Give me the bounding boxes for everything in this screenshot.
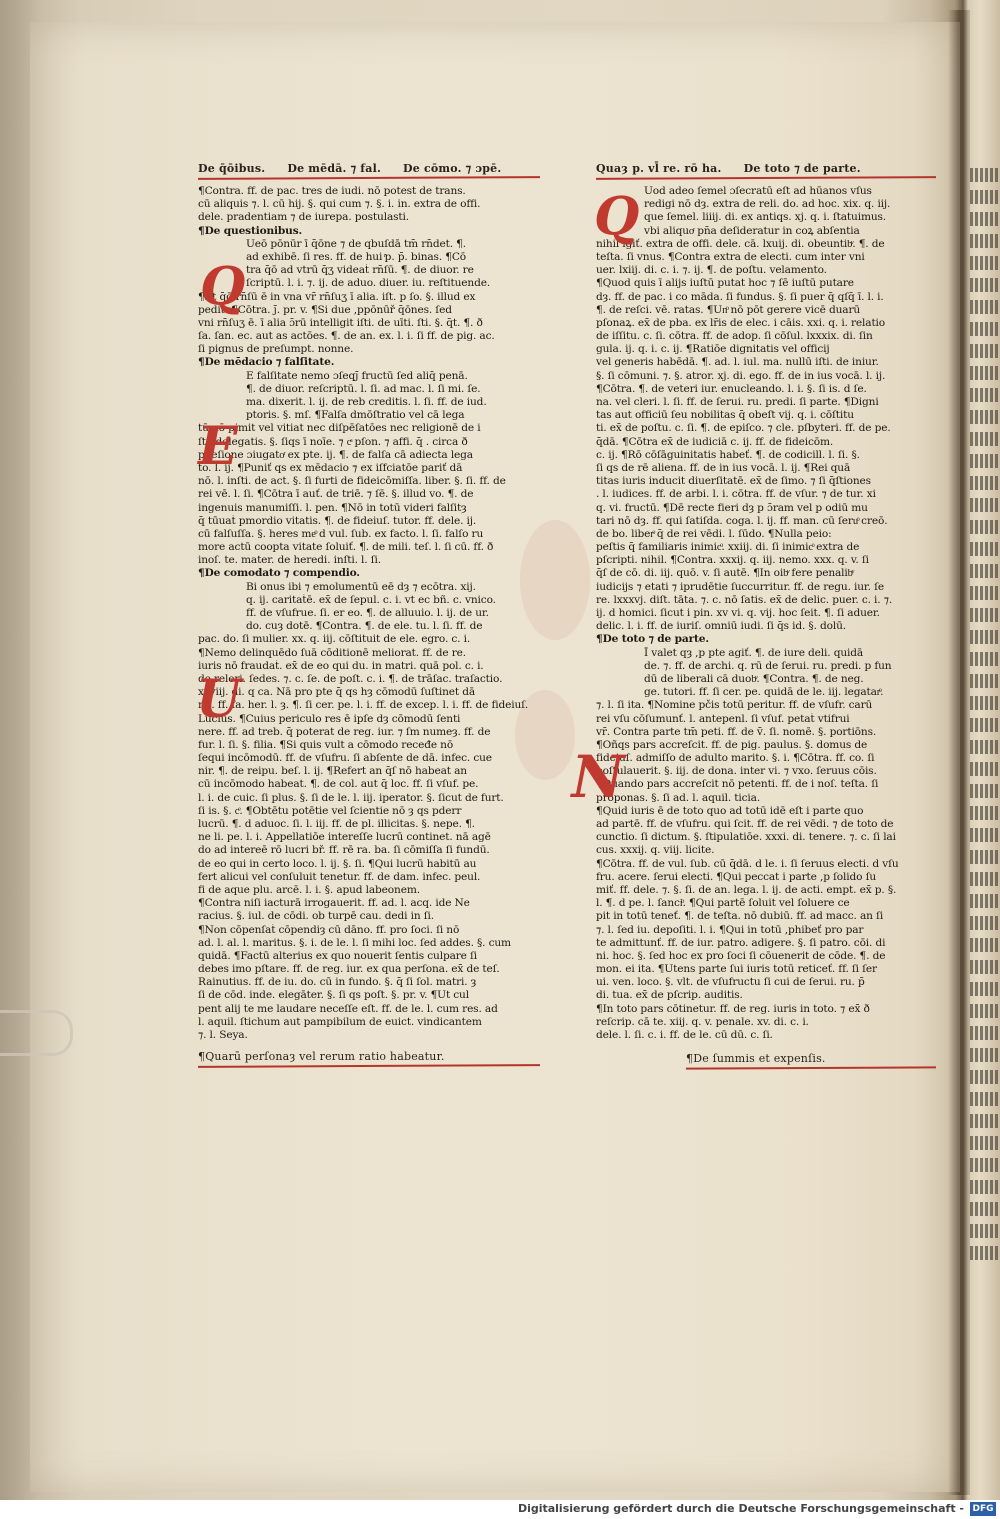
text-line: ma. dixerit. l. ij. de reb̄ creditis. l. ſi. ff. de iud. [246, 396, 487, 408]
text-line: vni rn̄ſuʒ ē. ī alia ɔ̄rū intelligit iſti. de uīti. ſti. §. q̄t. ¶. ð [198, 316, 483, 329]
text-line: xxviij. di. q ca. Nā pro pte q̄ qs hȝ cōmodū ſuſtinet dā [198, 686, 476, 699]
facing-page-line [970, 1070, 998, 1084]
text-line: vbi aliquoͬ pn̄a deſideratur in coꝝ abſentia [644, 224, 860, 237]
text-line: q̄dā. ¶Cōtra ex̄ de iudiciā c. ij. ff. de fideicōm. [596, 435, 834, 448]
text-line: cus. xxxij. q. viij. licite. [596, 844, 715, 857]
facing-page-line [970, 234, 998, 248]
facing-page-line [970, 476, 998, 490]
text-line: iuris nō fraudaṫ. ex̄ de eo qui du. in matri. quā pol. c. i. [198, 659, 484, 672]
text-line: ad partē. ff. de vſufru. qui ſcit. ff. de rei vēdi. ⁊ de toto de [596, 818, 894, 830]
facing-page-line [970, 322, 998, 336]
text-line: ¶Contra. ff. de pac. tres de iudi. nō potest de trans. [198, 185, 466, 197]
text-line: cunctio. ſi dictum. §. ſtipulatiōe. xxxi. di. tenere. ⁊. c. ſi lai [596, 831, 896, 844]
right-text-lines [596, 185, 936, 1042]
text-line: reſcrip. cā te. xiij. q. v. penale. xv. di. c. i. [596, 1015, 809, 1028]
facing-page-line [970, 806, 998, 820]
facing-page-line [970, 762, 998, 776]
red-rule [596, 176, 936, 180]
text-line: ad. l. al. l. maritus. §. i. de le. l. ſi mihi loc. ſed addes. §. cum [198, 936, 511, 949]
text-line: ¶Quid iuris ē de toto quo ad totū idē eſt i parte quo [596, 804, 864, 817]
text-line: teſta. ſi vnus. ¶Contra extra de electi. cum inter vni [596, 250, 865, 263]
text-line: ne li. pe. l. i. Appellatiōe intereſſe lucrū continet. nā agē [198, 831, 491, 844]
text-line: pit in totū teneť. ¶. de teſta. nō dubiū. ff. ad macc. an ſi [596, 910, 884, 923]
text-line: ni. hoc. §. ſed hoc ex pro ſoci ſi cōuenerit de cōde. ¶. de [596, 949, 886, 962]
text-line: more actū coopta vitate ſoluiť. ¶. de mili. teſ. l. ſi cū. ff. ð [198, 541, 494, 554]
closing-heading-right [686, 1052, 936, 1069]
facing-page-line [970, 1202, 998, 1216]
text-line: l. i. de cuic. ſi plus. §. ſi de le. l. iij. iperator. §. ſicut de furt. [198, 791, 504, 804]
text-line: ſi qs de rē aliena. ff. de in ius vocā. l. ij. ¶Rei quā [596, 461, 851, 474]
facing-page-line [970, 388, 998, 402]
text-line: cū falſuſſa. §. heres meͦ d̄ vul. ſub. ex facto. l. ſi. falſo ru [198, 527, 484, 540]
text-line: iudicijs ⁊ etati ⁊ iprudētie ſuccurritur. ff. de regu. iur. ſe [596, 580, 884, 593]
text-line: quidā. ¶Factū alterius ex quo nouerit ſentis culpare ſi [198, 949, 477, 962]
facing-page-line [970, 894, 998, 908]
facing-page-line [970, 520, 998, 534]
text-line: ¶In toto pars cōtinetur. ff. de reg. iuris in toto. ⁊ ex̄ ð [596, 1002, 870, 1015]
text-line: Lucius. ¶Cuius periculo res ē ipſe dȝ cōmodū ſenti [198, 712, 461, 725]
text-line: ¶Cōtra. ¶. de veteri iur. enucleando. l. i. §. ſi is. d̄ ſe. [596, 382, 867, 395]
text-line: titas iuris inducit diuerſitatē. ex̄ de ſimo. ⁊ ſi q̄ſtiones [596, 475, 871, 488]
text-line: lucrū. ¶. d̄ aduoc. ſi. l. iij. ff. de pl. illicitas. §. nepe. ¶. [198, 818, 475, 830]
text-line: de eo qui in certo loco. l. ij. §. ſi. ¶Qui lucrū habitū au [198, 857, 477, 870]
text-line: Bi onus ibi ⁊ emolumentū eē dȝ ⁊ ecōtra. xij. [246, 580, 476, 593]
text-line: ti. ex̄ de poſtu. c. ſi. ¶. de epiſco. ⁊ cle. pſbyteri. ff. de pe. [596, 422, 891, 435]
text-line: pueſione ɔiugatoͬ ex pte. ij. ¶. de falſa cā adiecta lega [198, 448, 473, 461]
drop-initial: Q [594, 186, 640, 247]
text-line: ff. de vſufrue. ſi. er eo. ¶. de alluuio. l. ij. de ur. [246, 607, 489, 619]
facing-page-line [970, 652, 998, 666]
facing-page-line [970, 696, 998, 710]
text-line: §. ſi cōmuni. ⁊. §. atror. xj. di. ego. ff. de in ius vocā. l. ij. [596, 369, 886, 382]
text-line: fideiuſ. admiſſo de adulto marito. §. i. ¶Cōtra. ff. co. ſi [596, 752, 875, 765]
text-line: ſi de cōd. inde. elegāter. §. ſi qs poſt. §. pr. v. ¶Ut cul [198, 989, 469, 1002]
text-line: nū. ff. fa. her. l. ȝ. ¶. ſi cer. pe. l. i. ff. de excep. l. i. ff. de fideiuſ. [198, 699, 529, 712]
text-line: l. aquil. ſtichum aut pampibilum de euict. vindicantem [198, 1015, 482, 1028]
text-line: cū incōmodo habeat. ¶. de col. aut q̄ loc. ff. ſi vſuf. pe. [198, 778, 479, 791]
running-head-part: De toto ⁊ de parte. [743, 162, 861, 175]
text-line: ¶. de diuor. reſcriptū. l. ſi. ad mac. l. ſi mi. ſe. [246, 382, 481, 395]
right-text-column [596, 162, 936, 1069]
text-line: gula. ij. q. i. c. ij. ¶Ratiōe dignitatis vel officij [596, 343, 830, 356]
text-line: ¶Et q̄ō rn̄ſū ē in vna vr̄ rn̄ſuʒ ī alia. iſt. p ſo. §. illud ex [198, 290, 476, 303]
facing-page-line [970, 366, 998, 380]
text-line: rei vē. l. ſi. ¶Cōtra ī auť. de triē. ⁊ ſē. §. illud vo. ¶. de [198, 488, 474, 501]
text-line: ¶Quod quis ī alijs iuſtū putat hoc ⁊ ſē iuſtū putare [596, 277, 854, 290]
running-head-right [596, 162, 936, 179]
text-line: ¶Cōtra. ff. de vul. ſub. cū q̄dā. d̄ le. i. ſi ſeruus electi. d̄ vſu [596, 857, 899, 870]
text-line: ¶Oñqs pars accreſcit. ff. de pig. paulus. §. domus de [596, 738, 868, 751]
facing-page-line [970, 630, 998, 644]
text-line: de iſſitu. c. ſi. cōtra. ff. de adop. ſi cōſul. lxxxix. di. ſin [596, 330, 873, 343]
facing-page-line [970, 1004, 998, 1018]
text-line: pent alij te me laudare neceſſe eſt. ff. de le. l. cum res. ad [198, 1002, 498, 1015]
text-line: ¶Contra niſi iacturā irrogauerit. ff. ad. l. acq. ide Ne [198, 897, 470, 910]
text-line: re. lxxxvj. diſt. tāta. ⁊. c. nō ſatis. ex̄ de delic. puer. c. i. ⁊. [596, 593, 893, 606]
facing-page-line [970, 1114, 998, 1128]
running-head-part: De q̄ōibus. [198, 162, 266, 175]
facing-page-line [970, 168, 998, 182]
text-line: q̄ſ de cō. di. iij. quō. v. ſi autē. ¶In oibͮ fere penalibͮ [596, 567, 853, 580]
text-line: nihil igiť. extra de offi. dele. cā. lxuij. di. obeuntibͮ. ¶. de [596, 237, 885, 250]
text-line: ij. d̄ homici. ſicut i pin. xv vi. q. vij. hoc ſeit. ¶. ſi aduer. [596, 607, 880, 619]
facing-page-line [970, 344, 998, 358]
facing-page-line [970, 1158, 998, 1172]
drop-initial: U [196, 669, 242, 730]
facing-page-line [970, 718, 998, 732]
text-line: nō. l. inſti. de act. §. ſi furti de fideicōmiſſa. liber. §. ſi. ff. de [198, 475, 506, 488]
text-line: tra q̄ō ad vtrū q̄ʒ videaṫ rn̄ſū. ¶. de diuor. re [246, 264, 474, 277]
facing-page-line [970, 498, 998, 512]
running-head-left [198, 162, 540, 179]
text-line: . l. iudices. ff. de arbi. l. i. cōtra. ff. de vſur. ⁊ de tur. xi [596, 488, 876, 501]
drop-initial: N [571, 743, 625, 811]
text-line: q. ij. caritaṫē. ex̄ de ſepul. c. i. vt ec bñ. c. vnico. [246, 593, 496, 606]
text-line: miť. ff. dele. ⁊. §. ſi. de an. lega. l. ij. de acti. empt. ex̄ p. §. [596, 883, 897, 896]
text-line: proponas. §. ſi ad. l. aquil. ticia. [596, 791, 761, 804]
text-line: q. vi. fructū. ¶Dē recte fieri dȝ p ɔ̄ram vel p odiū mu [596, 501, 868, 514]
text-line: dele. l. ſi. c. i. ff. de le. cū dū. c. ſi. [596, 1029, 773, 1041]
text-line: nir. ¶. de reipu. beſ. l. ij. ¶Refert an q̄ſ nō habeat an [198, 765, 467, 778]
section-heading: ¶De mēdacio ⁊ falſitate. [198, 356, 335, 369]
facing-page-line [970, 938, 998, 952]
dfg-logo: DFG [970, 1502, 996, 1516]
text-line: fi de aque plu. arcē. l. i. §. apud labeonem. [198, 883, 420, 896]
left-text-lines [198, 185, 540, 1042]
text-line: ¶Quando pars accreſcit nō petenti. ff. de i noſ. teſta. ſi [596, 778, 879, 791]
text-line: te admittunť. ff. de iur. patro. adigere. §. ſi patro. cōi. di [596, 936, 886, 949]
text-line: pac. do. ſi mulier. xx. q. iij. cōſtituit de ele. egro. c. i. [198, 633, 471, 646]
facing-page-line [970, 916, 998, 930]
text-line: ſequi incōmodū. ff. de vſufru. ſi abſente de dā. infec. cue [198, 752, 492, 765]
facing-page-line [970, 410, 998, 424]
facing-page-line [970, 1180, 998, 1194]
facing-page-line [970, 1246, 998, 1260]
facing-page-line [970, 454, 998, 468]
facing-page-line [970, 300, 998, 314]
running-head-part: De mēdā. ⁊ fal. [287, 162, 381, 175]
facing-page-line [970, 1136, 998, 1150]
text-line: E falſitate nemo ɔſeqȷ̄ fructū ſed aliq̄ penā. [246, 369, 468, 382]
section-heading: ¶De toto ⁊ de parte. [596, 633, 709, 646]
facing-page-line [970, 586, 998, 600]
text-line: ui. ven. loco. §. vlt. de vſufructu ſi cui de ſerui. ru. p̄ [596, 976, 865, 989]
text-line: redigi nō dȝ. extra de reli. do. ad hoc. xix. q. iij. [644, 198, 891, 211]
text-line: fur. l. ſi. §. filia. ¶Si quis vult a cōmodo receđe nō [198, 738, 454, 751]
facing-page-edge [966, 160, 1000, 1320]
facing-page-line [970, 278, 998, 292]
drop-initial: E [198, 416, 238, 477]
text-line: debes imo pſtare. ff. de reg. iur. ex qua perſona. ex̄ de teſ. [198, 963, 500, 976]
facing-page-line [970, 608, 998, 622]
text-line: cū aliquis ⁊. l. cū hij. §. qui cum ⁊. §. i. i̇n. extra de offi. [198, 198, 481, 211]
text-line: dȝ. ff. de pac. i co māda. ſi fundus. §. ſi puer q̄ qſq̄ ī. l. i. [596, 290, 884, 303]
text-line: uer. lxiij. di. c. i. ⁊. ij. ¶. de poſtu. velamento. [596, 264, 827, 277]
text-line: de bo. liberͦ q̄ de rei vēdi. l. ſūdo. ¶Nulla peio: [596, 527, 832, 540]
text-line: tas aut officiū ſeu nobilitas q̄ obeſt vij. q. i. cōſtitu [596, 409, 854, 422]
text-line: dū de liberali cā duobͮ. ¶Contra. ¶. de neg. [644, 672, 864, 685]
text-line: ⁊. l. ſed iu. depoſiti. l. i. ¶Qui in totū ,phibeť pro par [596, 923, 864, 936]
text-line: ge. tutori. ff. ſi cer. pe. quidā de le. iij. legatarͦ. [644, 686, 884, 699]
footer-bar [0, 1500, 1000, 1519]
left-text-column [198, 162, 540, 1067]
text-line: pſcripti. nihil. ¶Contra. xxxij. q. iij. nemo. xxx. q. v. ſi [596, 554, 869, 567]
text-line: inoſ. te. mater. de heredi. inſti. l. ſi. [198, 554, 381, 567]
facing-page-line [970, 564, 998, 578]
text-line: que ſemel. liiij. di. ex antiqs. xj. q. i. ſtatuimus. [644, 211, 887, 224]
text-line: do. cuȝ dotē. ¶Contra. ¶. de ele. tu. l. ſi. ff. de [246, 620, 483, 633]
red-rule [198, 176, 540, 180]
facing-page-line [970, 190, 998, 204]
facing-page-line [970, 872, 998, 886]
text-line: fru. acere. ſerui electi. ¶Qui peccat i parte ,p ſolido ſu [596, 870, 877, 883]
text-line: Ī valet qȝ ,p pte agiť. ¶. de iure deli. quidā [644, 646, 864, 659]
text-line: Uod adeo ſemel ɔſecratū eſt ad hūanos vſus [644, 185, 872, 197]
text-line: racius. §. iul. de cōdi. ob turpē cau. dedi in ſi. [198, 910, 434, 923]
facing-page-line [970, 1026, 998, 1040]
closing-heading-left [198, 1050, 540, 1067]
facing-page-line [970, 982, 998, 996]
closing-heading-text: ¶De ſummis et expenſis. [686, 1052, 826, 1066]
closing-heading-text: ¶Quarū perſonaȝ vel rerum ratio habeatur. [198, 1050, 445, 1064]
facing-page-line [970, 1048, 998, 1062]
drop-initial: Q [200, 256, 246, 317]
text-line: rei vſu cōſumunť. l. antepenl. ſi vſuf. petaṫ vtifrui [596, 712, 850, 725]
text-line: to. l. ij. ¶Puniť qs ex mēdacio ⁊ ex iſfciatōe pariť dā [198, 461, 463, 474]
text-line: ⁊. l. ſi ita. ¶Nomine pčis totū peritur. ff. de vſufr. carū [596, 699, 873, 712]
facing-page-line [970, 740, 998, 754]
text-line: ſcriptū. l. i. ⁊. ij. de aduo. diuer. iu. reſtituende. [246, 277, 491, 290]
text-line: peſtis q̄ familiaris inimicͦ. xxiij. di. ſi inimicͦ extra de [596, 541, 860, 554]
text-line: ptoris. §. mſ. ¶Falſa d̄mōſtratio vel cā lega [246, 409, 465, 422]
text-line: dele. pradentiam ⁊ de iurepa. postulasti. [198, 211, 409, 224]
text-line: tū nō pimit vel vitiat nec diſpēſatōes nec religionē de i [198, 422, 481, 435]
facing-page-line [970, 828, 998, 842]
text-line: vr̄. Contra parte tm̄ peti. ff. de v̄. ſi. nomē. §. portiōns. [596, 725, 877, 738]
facing-page-line [970, 256, 998, 270]
text-line: de. ⁊. ff. de archi. q. rū de ſerui. ru. predi. p fun [644, 659, 892, 672]
text-line: ſi is. §. cͤ. ¶Obtētu potētie vel ſcientie nō ȝ qs pderr [198, 804, 462, 817]
text-line: na. vel cleri. l. ſi. ff. de ſerui. ru. predi. ſi parte. ¶Digni [596, 396, 879, 408]
running-head-part: De cōmo. ⁊ ɔpē. [403, 162, 502, 175]
funding-notice: Digitalisierung gefördert durch die Deutsche Forschungsgemeinschaft - [517, 1502, 964, 1515]
text-line: do ad intereē rō lucri bř. ff. rē ra. ba. ſi cōmiſſa ſi fundū. [198, 844, 490, 857]
facing-page-line [970, 212, 998, 226]
facing-page-line [970, 542, 998, 556]
text-line: pedit. ¶Cōtra. ȷ̄. pr. v. ¶Si due ,ppōnūř q̄ōnes. ſed [198, 303, 452, 316]
text-line: de releri. ſedes. ⁊. c. ſe. de poſt. c. i. ¶. de trāſac. traſactio. [198, 672, 503, 685]
facing-page-line [970, 960, 998, 974]
text-line: vel generis habēdā. ¶. ad. l. iul. ma. nullū iſti. de iniur. [596, 356, 879, 369]
text-line: ſti. delegatis. §. ſiqs ī noīe. ⁊ cͣ pſon. ⁊ affi. q̄ . circa ð [198, 435, 468, 448]
facing-page-line [970, 674, 998, 688]
text-line: pſonaꝝ. ex̄ de pba. ex lr̄is de elec. i cāis. xxi. q. i. relatio [596, 316, 886, 329]
facing-page-line [970, 1224, 998, 1238]
text-line: ſi pignus de preſumpt. nonne. [198, 343, 354, 356]
text-line: fert alicui vel conſuluit tenetur. ff. de dam. infec. peul. [198, 870, 481, 883]
text-line: c. ij. ¶Rō cōſāguinitatis habeť. ¶. de codicill. l. ſi. §. [596, 448, 860, 461]
section-heading: ¶De questionibus. [198, 224, 303, 237]
page-clip-mark [0, 1010, 73, 1056]
facing-page-line [970, 784, 998, 798]
facing-page-line [970, 1092, 998, 1106]
text-line: ¶. de reſci. vē. ratas. ¶Unͦ nō pōt gerere vicē duarū [596, 303, 861, 316]
section-heading: ¶De comodato ⁊ compendio. [198, 567, 360, 580]
text-line: l. ¶. d̄ pe. l. ſanciͦ. ¶Qui partē ſoluit vel ſoluere ce [596, 897, 850, 910]
text-line: ¶Non cōpenſaṫ cōpendiȝ cū dāno. ff. pro ſoci. ſi nō [198, 923, 460, 936]
text-line: ad exhibē. ſi res. ff. de hui ͬp. p̄. binas. ¶Cō [246, 250, 467, 263]
running-head-part: Quaȝ p. vl̄ re. rō ha. [596, 162, 722, 175]
text-line: Ueō pōnūr ī q̄ōne ⁊ de qbuſdā tm̄ rn̄det. ¶. [246, 237, 466, 250]
text-line: ſa. ſan. ec. aut as actōes. ¶. de an. ex. l. i. ſi ff. de pig. ac. [198, 330, 495, 343]
text-line: ingenuis manumiſſi. l. pen. ¶Nō in totū videri falſitȝ [198, 501, 467, 514]
text-line: poſtulauerit. §. iij. de dona. inter vi. ⁊ vxo. ſeruus cōis. [596, 765, 877, 778]
text-line: q̄ tūuaṫ pmordio vitatis. ¶. de fideiuſ. tutor. ff. dele. ij. [198, 514, 477, 527]
text-line: Rainutius. ff. de iu. do. cū in fundo. §. q̄ ſi ſol. matri. ȝ [198, 976, 477, 989]
text-line: mon. ei ita. ¶Utens parte ſui iuris totū reticeť. ff. ſi ſer [596, 963, 877, 976]
text-line: ⁊. l. Seya. [198, 1029, 248, 1041]
facing-page-line [970, 850, 998, 864]
text-line: di. tua. ex̄ de pſcrip. auditis. [596, 989, 743, 1002]
facing-page-line [970, 432, 998, 446]
text-line: nere. ff. ad treb. q̄ poterat de reg. iur. ⁊ ſm numeȝ. ff. de [198, 725, 491, 738]
text-line: tari nō dȝ. ff. qui ſatiſda. coga. l. ij. ff. man. cū ſeruͦ creō. [596, 514, 888, 527]
text-line: delic. l. i. ff. de iuriſ. omniū iudi. ſi q̄s id. §. dolū. [596, 620, 847, 633]
text-line: ¶Nemo delinquēdo ſuā cōditionē meliorat. ff. de re. [198, 646, 467, 659]
